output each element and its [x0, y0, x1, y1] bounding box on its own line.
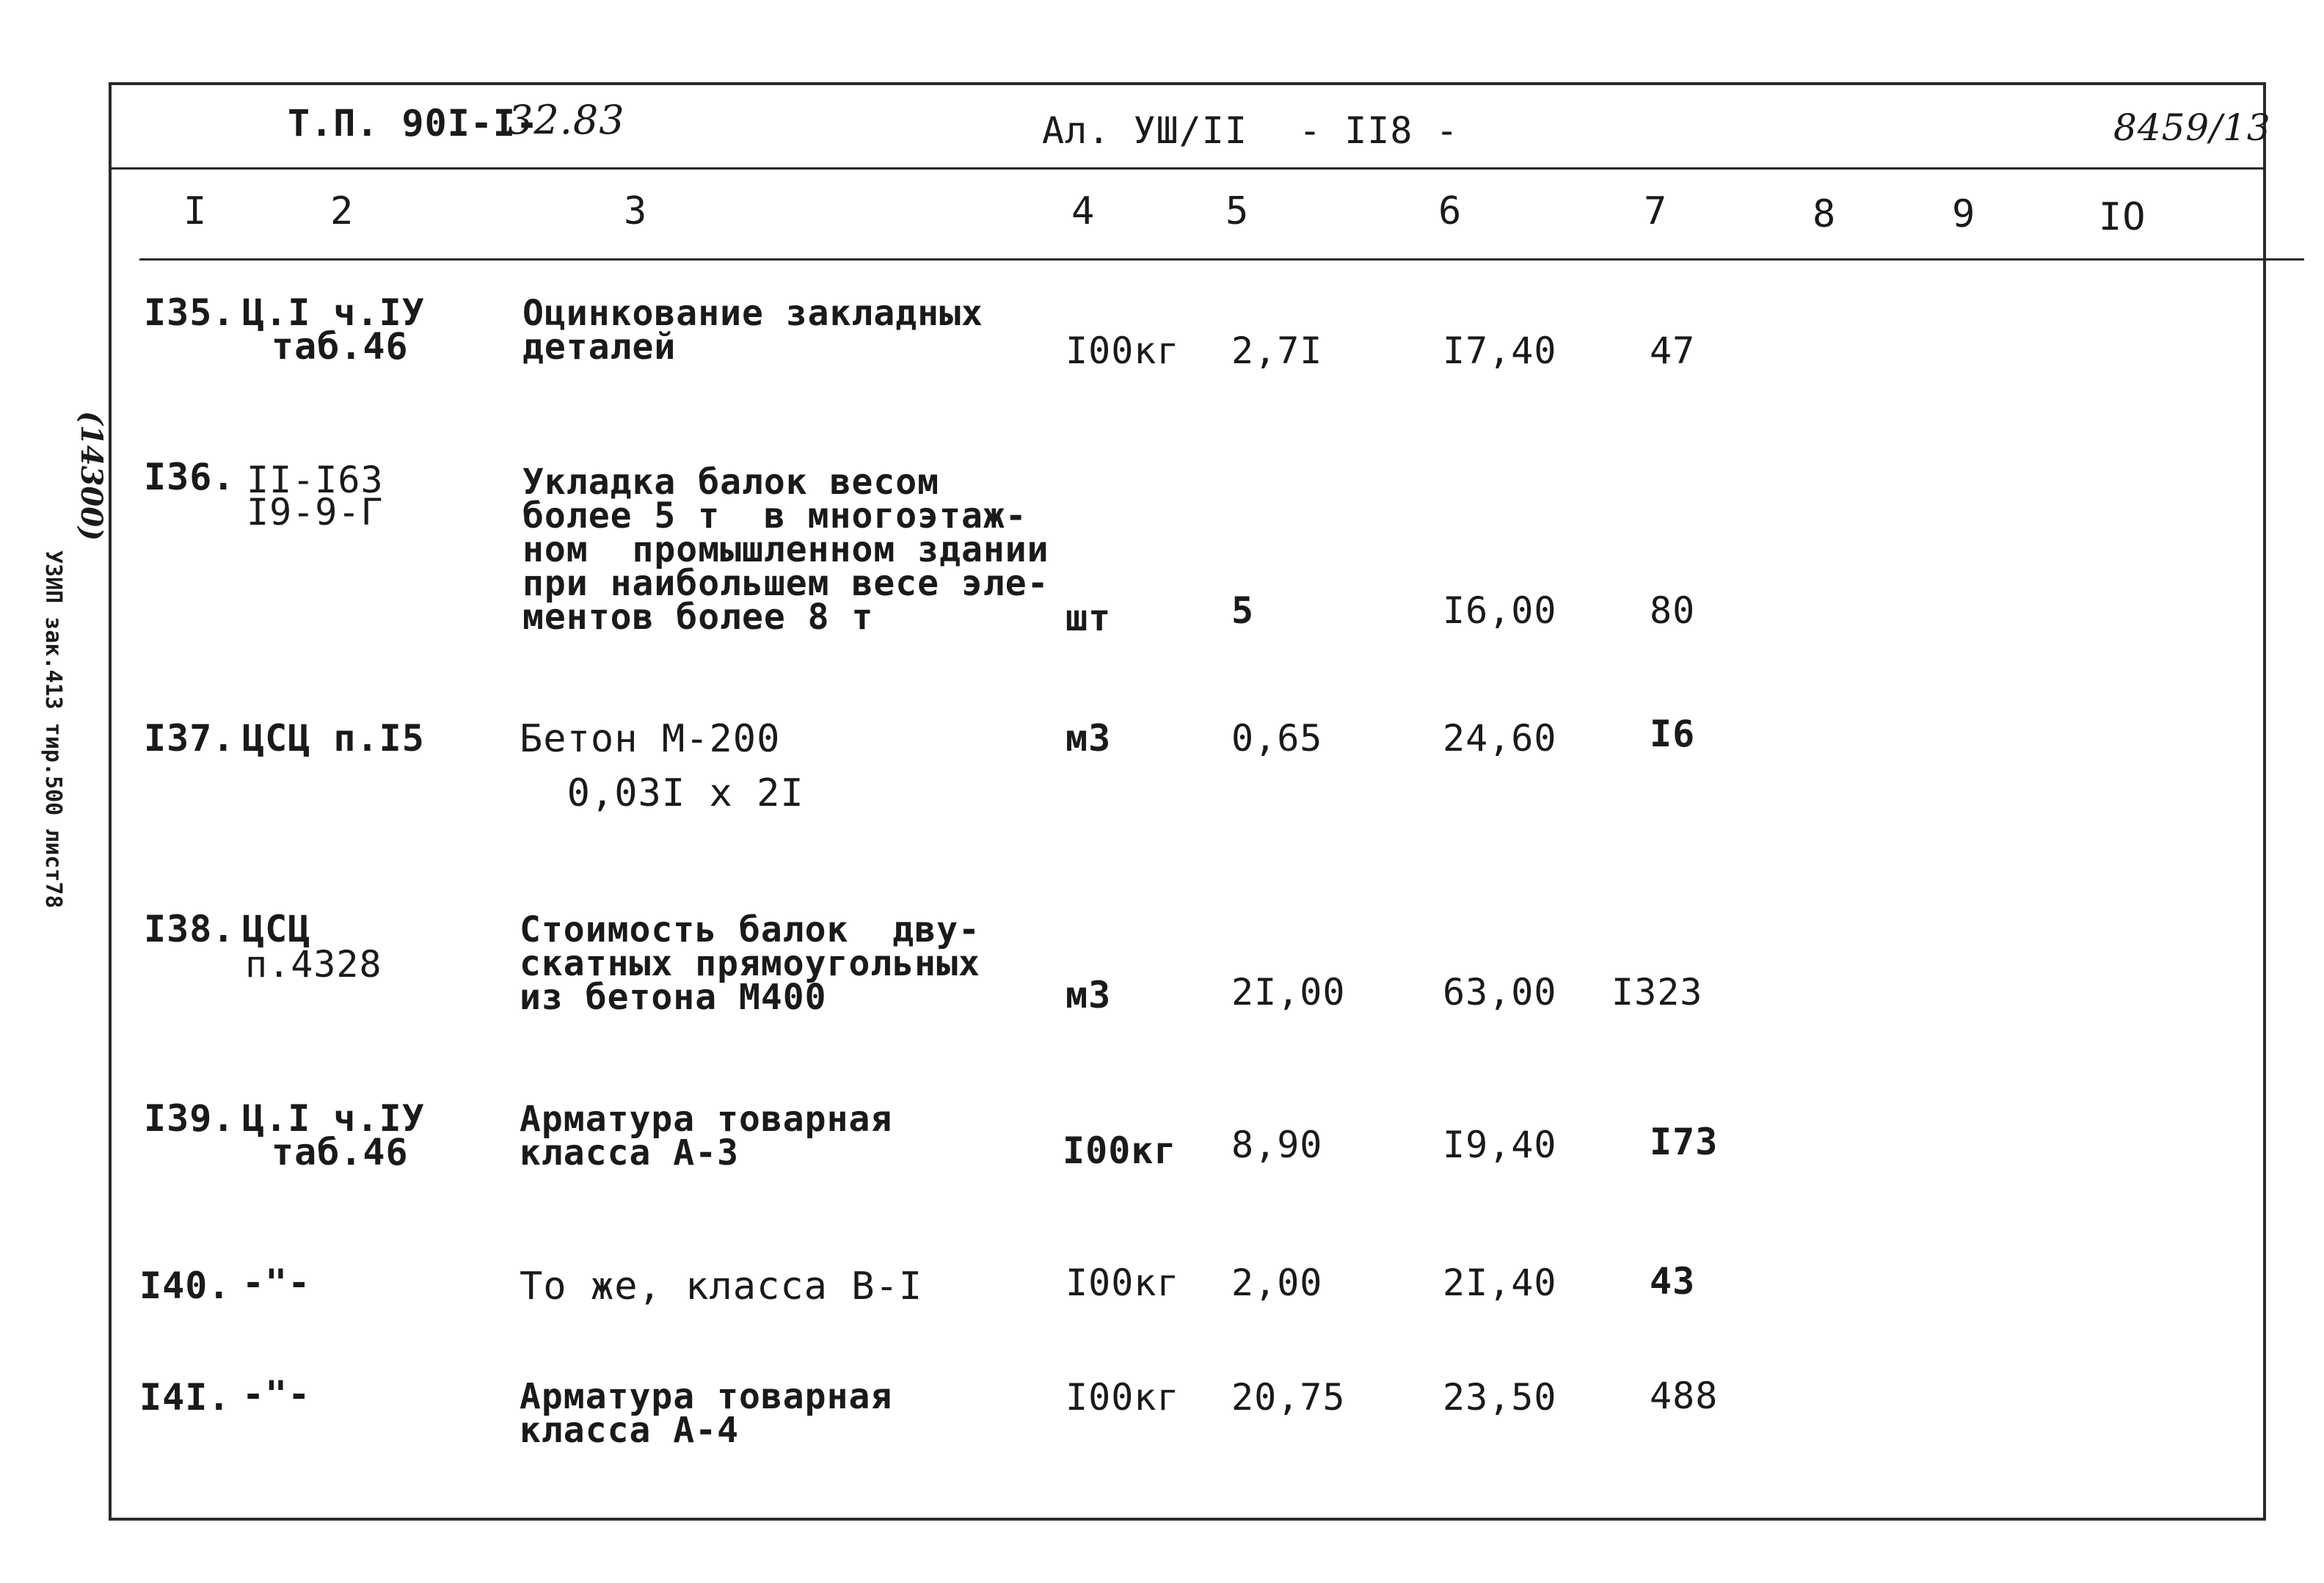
row-description: Бетон М-200: [520, 717, 781, 761]
doc-code: Т.П. 90I-I-: [288, 102, 539, 145]
row-description: деталей: [522, 327, 677, 368]
row-description: Арматура товарная: [520, 1099, 893, 1140]
row-description: ном промышленном здании: [522, 529, 1049, 570]
row-unit: I00кг: [1063, 1129, 1177, 1172]
row-number: I39.: [144, 1097, 236, 1140]
row-reference: -"-: [242, 1373, 311, 1416]
row-description: 0,03I х 2I: [520, 771, 804, 815]
row-total: I6: [1650, 713, 1696, 755]
row-reference: II-I63: [247, 459, 384, 501]
sheet-reference: 8459/13: [2113, 106, 2271, 149]
row-description: из бетона М400: [520, 977, 827, 1018]
row-number: I4I.: [139, 1376, 231, 1419]
row-reference: ЦСЦ: [242, 908, 311, 950]
row-description: класса А-3: [520, 1132, 739, 1173]
row-description: при наибольшем весе эле-: [522, 563, 1049, 604]
row-quantity: 2I,00: [1231, 971, 1346, 1014]
row-total: 47: [1650, 330, 1696, 372]
doc-code-handwritten: 32.83: [508, 97, 625, 143]
row-reference: Ц.I ч.IУ: [242, 1097, 425, 1140]
row-total: 43: [1650, 1260, 1696, 1303]
row-description: класса А-4: [520, 1410, 739, 1451]
album-ref: Ал. УШ/II: [1042, 109, 1247, 152]
row-total: I73: [1650, 1121, 1719, 1163]
row-unit: м3: [1066, 717, 1112, 760]
column-header-4: 4: [1071, 189, 1096, 233]
row-unit-price: I6,00: [1443, 589, 1557, 632]
row-unit-price: I9,40: [1443, 1124, 1557, 1166]
row-description: Стоимость балок дву-: [520, 909, 980, 950]
row-number: I35.: [144, 291, 236, 334]
row-number: I40.: [139, 1264, 231, 1307]
page-number: - II8 -: [1299, 109, 1459, 152]
column-header-2: 2: [330, 189, 354, 233]
column-header-5: 5: [1225, 189, 1250, 233]
row-unit-price: 24,60: [1443, 717, 1557, 760]
row-description: Укладка балок весом: [522, 462, 940, 503]
row-quantity: 0,65: [1231, 717, 1323, 760]
column-header-rule: [139, 258, 2304, 261]
row-reference: таб.46: [272, 325, 409, 368]
row-total: I323: [1611, 971, 1703, 1014]
row-reference: ЦСЦ п.I5: [242, 717, 425, 760]
row-total: 80: [1650, 589, 1696, 632]
row-unit: м3: [1066, 974, 1112, 1016]
row-number: I38.: [144, 908, 236, 950]
row-quantity: 2,00: [1231, 1262, 1323, 1304]
row-quantity: 2,7I: [1231, 330, 1323, 372]
row-quantity: 20,75: [1231, 1376, 1346, 1419]
row-number: I36.: [144, 456, 236, 498]
margin-stamp-line1: УЗИП зак.413 тир.500 лист78: [40, 550, 66, 909]
table-frame: [109, 82, 2266, 1521]
column-header-8: 8: [1813, 192, 1837, 236]
row-unit: I00кг: [1066, 330, 1180, 372]
row-reference: Ц.I ч.IУ: [242, 291, 425, 334]
header-rule: [110, 167, 2265, 170]
column-header-3: 3: [624, 189, 648, 233]
row-description: более 5 т в многоэтаж-: [522, 495, 1027, 536]
column-header-7: 7: [1644, 189, 1668, 233]
row-reference: п.4328: [245, 943, 382, 986]
column-header-9: 9: [1952, 192, 1976, 236]
row-description: То же, класса В-I: [520, 1264, 923, 1309]
row-number: I37.: [144, 717, 236, 760]
row-total: 488: [1650, 1375, 1719, 1417]
column-header-10: IO: [2099, 195, 2146, 239]
row-quantity: 8,90: [1231, 1124, 1323, 1166]
row-unit: I00кг: [1066, 1376, 1180, 1419]
row-unit-price: 23,50: [1443, 1376, 1557, 1419]
row-quantity: 5: [1231, 589, 1255, 632]
margin-stamp-line2: (14300): [74, 411, 109, 542]
row-unit-price: I7,40: [1443, 330, 1557, 372]
row-description: Оцинкование закладных: [522, 293, 983, 334]
column-header-1: I: [183, 189, 208, 233]
row-reference: таб.46: [272, 1131, 409, 1173]
row-description: ментов более 8 т: [522, 597, 874, 638]
row-description: скатных прямоугольных: [520, 943, 980, 984]
row-unit-price: 2I,40: [1443, 1262, 1557, 1304]
row-reference: -"-: [242, 1262, 311, 1304]
row-unit: I00кг: [1066, 1262, 1180, 1304]
row-unit: шт: [1066, 597, 1112, 639]
row-description: Арматура товарная: [520, 1376, 893, 1417]
row-unit-price: 63,00: [1443, 971, 1557, 1014]
column-header-6: 6: [1438, 189, 1462, 233]
row-reference: I9-9-Г: [247, 491, 384, 534]
